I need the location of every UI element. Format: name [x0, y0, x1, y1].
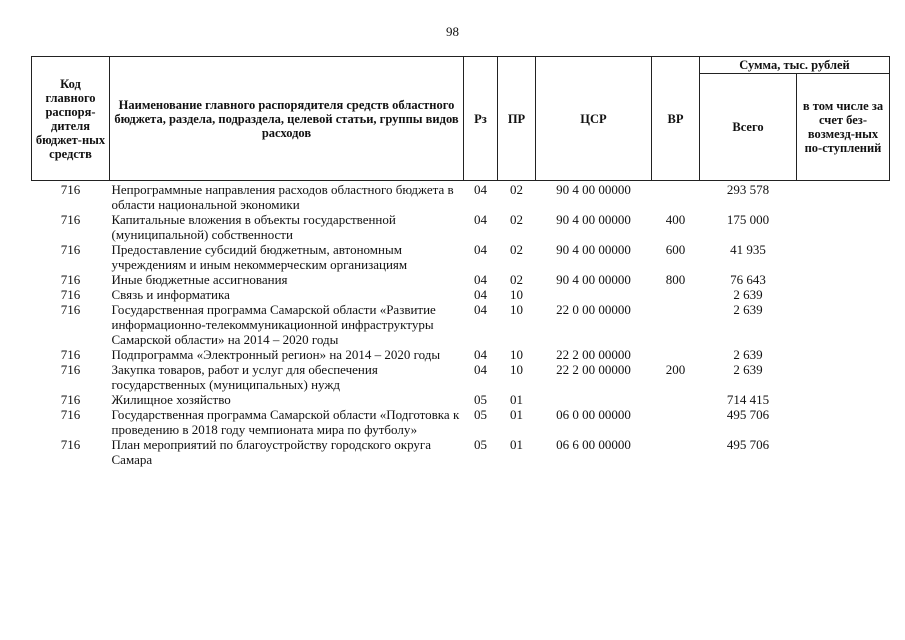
header-rz: Рз	[464, 57, 498, 181]
cell-vr	[652, 407, 700, 437]
cell-vr: 200	[665, 362, 686, 377]
cell-vr	[652, 302, 700, 347]
table-row	[32, 407, 890, 437]
cell-pr: 02	[510, 212, 523, 227]
cell-total: 2 639	[733, 302, 763, 317]
cell-vr	[652, 437, 700, 467]
cell-total: 175 000	[726, 212, 770, 227]
cell-csr: 90 4 00 00000	[556, 212, 631, 227]
cell-name: Непрограммные направления расходов областного бюджета в области национальной экономики	[111, 182, 454, 212]
header-vr: ВР	[652, 57, 700, 181]
cell-gratuitous	[797, 302, 890, 347]
cell-vr	[652, 392, 700, 407]
cell-csr: 22 2 00 00000	[556, 362, 631, 377]
cell-pr: 01	[510, 392, 523, 407]
cell-pr: 10	[510, 362, 523, 377]
cell-code: 716	[60, 272, 81, 287]
cell-pr: 10	[510, 287, 523, 302]
cell-code: 716	[60, 242, 81, 257]
header-name: Наименование главного распорядителя средств областного бюджета, раздела, подраздела, целевой статьи, группы видов расходов	[110, 57, 464, 181]
cell-csr: 06 0 00 00000	[556, 407, 631, 422]
cell-gratuitous	[797, 362, 890, 392]
cell-name: Государственная программа Самарской области «Развитие информационно-телекоммуникационной инфраструктуры Самарской области» на 2014 – 2020 годы	[111, 302, 436, 347]
cell-vr	[652, 182, 700, 212]
header-gratuitous: в том числе за счет без-возмезд-ных по-ступлений	[797, 74, 890, 181]
cell-pr: 02	[510, 272, 523, 287]
cell-rz: 04	[474, 182, 487, 197]
cell-rz: 04	[474, 212, 487, 227]
cell-total: 2 639	[733, 347, 763, 362]
cell-vr: 400	[665, 212, 686, 227]
table-row	[32, 182, 890, 212]
cell-total: 2 639	[733, 287, 763, 302]
cell-rz: 04	[474, 272, 487, 287]
cell-code: 716	[60, 392, 81, 407]
cell-name: Государственная программа Самарской области «Подготовка к проведению в 2018 году чемпионата мира по футболу»	[111, 407, 460, 437]
cell-name: Жилищное хозяйство	[111, 392, 231, 407]
table-row	[32, 362, 890, 392]
cell-code: 716	[60, 362, 81, 377]
cell-gratuitous	[797, 437, 890, 467]
cell-total: 293 578	[726, 182, 770, 197]
cell-total: 41 935	[730, 242, 766, 257]
table-row	[32, 392, 890, 407]
cell-csr	[536, 287, 652, 302]
cell-vr: 600	[665, 242, 686, 257]
table-row	[32, 302, 890, 347]
cell-code: 716	[60, 287, 81, 302]
header-csr: ЦСР	[536, 57, 652, 181]
cell-code: 716	[60, 437, 81, 452]
cell-rz: 04	[474, 347, 487, 362]
cell-total: 495 706	[726, 437, 770, 452]
page-number: 98	[446, 24, 459, 39]
cell-rz: 05	[474, 392, 487, 407]
cell-code: 716	[60, 407, 81, 422]
cell-pr: 02	[510, 182, 523, 197]
cell-total: 495 706	[726, 407, 770, 422]
cell-name: Связь и информатика	[111, 287, 230, 302]
cell-total: 2 639	[733, 362, 763, 377]
cell-gratuitous	[797, 392, 890, 407]
cell-gratuitous	[797, 347, 890, 362]
cell-pr: 10	[510, 302, 523, 317]
cell-gratuitous	[797, 212, 890, 242]
cell-pr: 01	[510, 407, 523, 422]
budget-table	[31, 56, 890, 467]
cell-gratuitous	[797, 287, 890, 302]
header-total: Всего	[700, 74, 797, 181]
cell-gratuitous	[797, 242, 890, 272]
cell-pr: 01	[510, 437, 523, 452]
cell-gratuitous	[797, 272, 890, 287]
cell-code: 716	[60, 302, 81, 317]
table-body	[32, 181, 890, 468]
cell-csr: 90 4 00 00000	[556, 272, 631, 287]
header-sum: Сумма, тыс. рублей	[700, 57, 890, 74]
cell-vr	[652, 287, 700, 302]
cell-csr: 22 0 00 00000	[556, 302, 631, 317]
cell-total: 714 415	[726, 392, 770, 407]
table-row	[32, 242, 890, 272]
cell-code: 716	[60, 212, 81, 227]
table-row	[32, 272, 890, 287]
cell-vr	[652, 347, 700, 362]
cell-rz: 04	[474, 242, 487, 257]
cell-code: 716	[60, 347, 81, 362]
cell-gratuitous	[797, 407, 890, 437]
table-row	[32, 437, 890, 467]
cell-total: 76 643	[730, 272, 766, 287]
cell-rz: 04	[474, 362, 487, 377]
cell-rz: 04	[474, 287, 487, 302]
cell-csr	[536, 392, 652, 407]
table-row	[32, 347, 890, 362]
table-row	[32, 287, 890, 302]
cell-name: Капитальные вложения в объекты государственной (муниципальной) собственности	[111, 212, 396, 242]
cell-gratuitous	[797, 182, 890, 212]
header-pr: ПР	[498, 57, 536, 181]
cell-name: Подпрограмма «Электронный регион» на 2014 – 2020 годы	[111, 347, 441, 362]
table-row	[32, 212, 890, 242]
cell-rz: 04	[474, 302, 487, 317]
header-code: Код главного распоря-дителя бюджет-ных средств	[32, 57, 110, 181]
cell-csr: 90 4 00 00000	[556, 182, 631, 197]
cell-pr: 02	[510, 242, 523, 257]
cell-code: 716	[60, 182, 81, 197]
cell-csr: 90 4 00 00000	[556, 242, 631, 257]
cell-vr: 800	[665, 272, 686, 287]
cell-name: План мероприятий по благоустройству городского округа Самара	[111, 437, 431, 467]
cell-pr: 10	[510, 347, 523, 362]
cell-csr: 06 6 00 00000	[556, 437, 631, 452]
cell-csr: 22 2 00 00000	[556, 347, 631, 362]
cell-rz: 05	[474, 407, 487, 422]
cell-name: Предоставление субсидий бюджетным, автономным учреждениям и иным некоммерческим организациям	[111, 242, 408, 272]
cell-rz: 05	[474, 437, 487, 452]
cell-name: Иные бюджетные ассигнования	[111, 272, 288, 287]
cell-name: Закупка товаров, работ и услуг для обеспечения государственных (муниципальных) нужд	[111, 362, 378, 392]
